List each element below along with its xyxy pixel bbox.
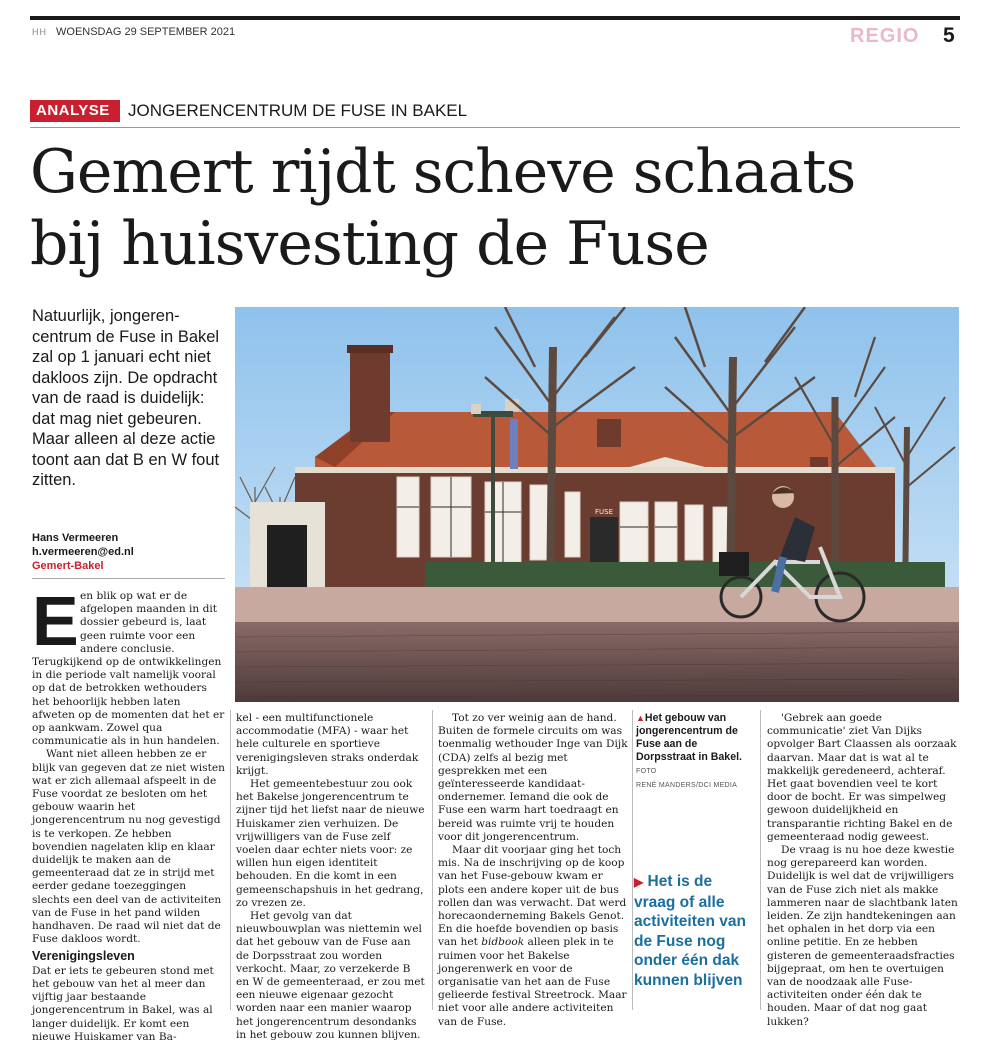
building-sign: FUSE [595,508,614,516]
column-divider [760,710,761,1010]
paragraph: Tot zo ver weinig aan de hand. Buiten de formele circuits om was toenmalig wethouder Inge van Dijk (CDA) zelfs al bezig met gesprekken met een geïnteresseerde kandidaat-ondernemer. Iemand die ook de Fuse een warm hart toedraagt en bereid was ruimte vrij te houden voor dit jongerencentrum. [438,712,628,843]
brick-road [235,622,959,702]
sidewalk [235,587,959,622]
column-divider [432,710,433,1010]
lead-paragraph: Natuurlijk, jongeren-centrum de Fuse in Bakel zal op 1 januari echt niet dakloos zijn. De opdracht van de raad is duidelijk: dat mag niet gebeuren. Maar alleen al deze actie toont aan dat B en W fout zitten. [32,307,220,489]
dateline-location: Gemert-Bakel [32,560,104,572]
kicker-rule [30,127,960,128]
dropcap-spacer [32,582,80,660]
article-column-3 [438,712,628,1029]
article-column-5 [767,712,959,1029]
top-rule [30,16,960,20]
paragraph [32,582,225,748]
paragraph: De vraag is nu hoe deze kwestie nog gerepareerd kan worden. Duidelijk is wel dat de vrijwilligers van de Fuse zich niet als makke lammeren naar de slachtbank laten leiden. Ze zijn handtekeningen aan het ophalen in het dorp via een online petitie. En ze hebben gisteren de gemeenteraadsfracties bijgepraat, om hen te overtuigen van de noodzaak alle Fuse-activiteiten onder één dak te houden. Maar of dat nog gaat lukken? [767,844,958,1028]
section-label: REGIO [850,25,920,47]
article-photo [235,307,959,702]
triangle-icon: ▲ [636,713,645,723]
paragraph: Het gevolg van dat nieuwbouwplan was niettemin wel dat het gebouw van de Fuse aan de Dorpsstraat zou worden verkocht. Maar, zo verzekerde B en W de gemeenteraad, er zou met een nieuwe eigenaar gezocht worden naar een manier waarop het jongerencentrum desondanks in het gebouw zou kunnen blijven. [236,910,425,1041]
kicker-label: ANALYSE [36,102,110,119]
headline [30,136,970,280]
pull-quote-text: Het is de vraag of alle activiteiten van de Fuse nog onder één dak kunnen blijven [634,873,746,989]
author-name: Hans Vermeeren [32,532,119,544]
paragraph-text: en blik op wat er de afgelopen maanden in dit dossier gebeurd is, laat geen ruimte voor een andere conclusie. Terugkijkend op de ontwikkelingen in die periode valt namelijk vooral op dat de betrokken wethouders het behoorlijk hebben laten afweten op de momenten dat het er op aankwam. Zowel qua communicatie als in hun handelen. [32,590,225,748]
paragraph: 'Gebrek aan goede communicatie' ziet Van Dijks opvolger Bart Claassen als oorzaak daarvan. Maar dat is wat al te makkelijk geredeneerd, achteraf. Het gaat bovendien veel te kort door de bocht. Er was simpelweg gewoon duidelijkheid en transparantie richting Bakel en de gemeenteraad nodig geweest. [767,712,957,843]
byline [32,531,134,559]
subheading: Verenigingsleven [32,949,135,964]
chimney [597,419,621,447]
pull-quote [634,872,752,990]
column-divider [632,710,633,1010]
chimney [350,347,390,442]
kicker-topic: JONGERENCENTRUM DE FUSE IN BAKEL [128,101,468,120]
page-number: 5 [943,24,955,47]
paragraph: Dat er iets te gebeuren stond met het gebouw van het al meer dan vijftig jaar bestaande jongerencentrum in Bakel, was al langer duidelijk. Er komt een nieuwe Huiskamer van Ba- [32,964,214,1043]
gutter [295,467,895,473]
photo-credit: RENÉ MANDERS/DCI MEDIA [636,782,738,789]
entrance-door [267,525,307,587]
headline-line-1: Gemert rijdt scheve schaats [30,137,856,207]
paragraph-text: Maar dit voorjaar ging het toch mis. Na de inschrijving op de koop van het Fuse-gebouw kwam er plots een andere koper uit de bus rollen dan was verwacht. Dat werd horecaonderneming Bakels Genot. En die hoefde bovendien op basis van het [438,844,627,949]
byline-rule [32,578,225,579]
paragraph: Want niet alleen hebben ze er blijk van gegeven dat ze niet wisten wat er zich allemaal afspeelt in de Fuse voordat ze besloten om het gebouw waarin het jongerencentrum nu nog gevestigd is te verkopen. Ze hebben bovendien nagelaten klip en klaar duidelijk te maken aan de gemeenteraad dat ze in strijd met eerder gedane toezeggingen slechts een deel van de activiteiten van de Fuse in het pand wilden handhaven. De raad wil niet dat de Fuse dakloos wordt. [32,748,225,946]
article-column-1 [32,582,225,1044]
headline-line-2: bij huisvesting de Fuse [30,209,709,279]
author-email: h.vermeeren@ed.nl [32,546,134,558]
photo-caption [636,712,756,792]
paragraph-text: alleen plek in te ruimen voor het Bakelse jongerenwerk en voor de organisatie van het aan de Fuse gelieerde festival Streetrock. Maar niet voor alle andere activiteiten van de Fuse. [438,936,627,1028]
banner-flag [510,419,518,469]
article-column-2 [236,712,426,1042]
paragraph [438,844,628,1029]
photo-credit-label: FOTO [636,768,657,775]
issue-date: WOENSDAG 29 SEPTEMBER 2021 [56,26,236,38]
dropcap: E [32,582,79,660]
publication-mark: HH [32,27,47,37]
bike-basket [719,552,749,576]
caption-text: Het gebouw van jongerencentrum de Fuse aan de Dorpsstraat in Bakel. [636,712,742,763]
paragraph: kel - een multifunctionele accommodatie (MFA) - waar het hele culturele en sportieve verenigingsleven straks onderdak krijgt. [236,712,419,777]
paragraph: Het gemeentebestuur zou ook het Bakelse jongerencentrum te zijner tijd het liefst naar de nieuwe Huiskamer zien verhuizen. De vrijwilligers van de Fuse zelf voelen daar echter niets voor: ze willen hun eigen identiteit behouden. En die komt in een gemeenschapshuis in het gedrang, zo vrezen ze. [236,778,425,909]
column-divider [230,710,231,1010]
chimney-cap [347,345,393,353]
lamp [471,404,481,414]
italic-term: bidbook [481,936,525,949]
triangle-icon: ▶ [634,875,644,889]
photo-illustration [235,307,959,702]
